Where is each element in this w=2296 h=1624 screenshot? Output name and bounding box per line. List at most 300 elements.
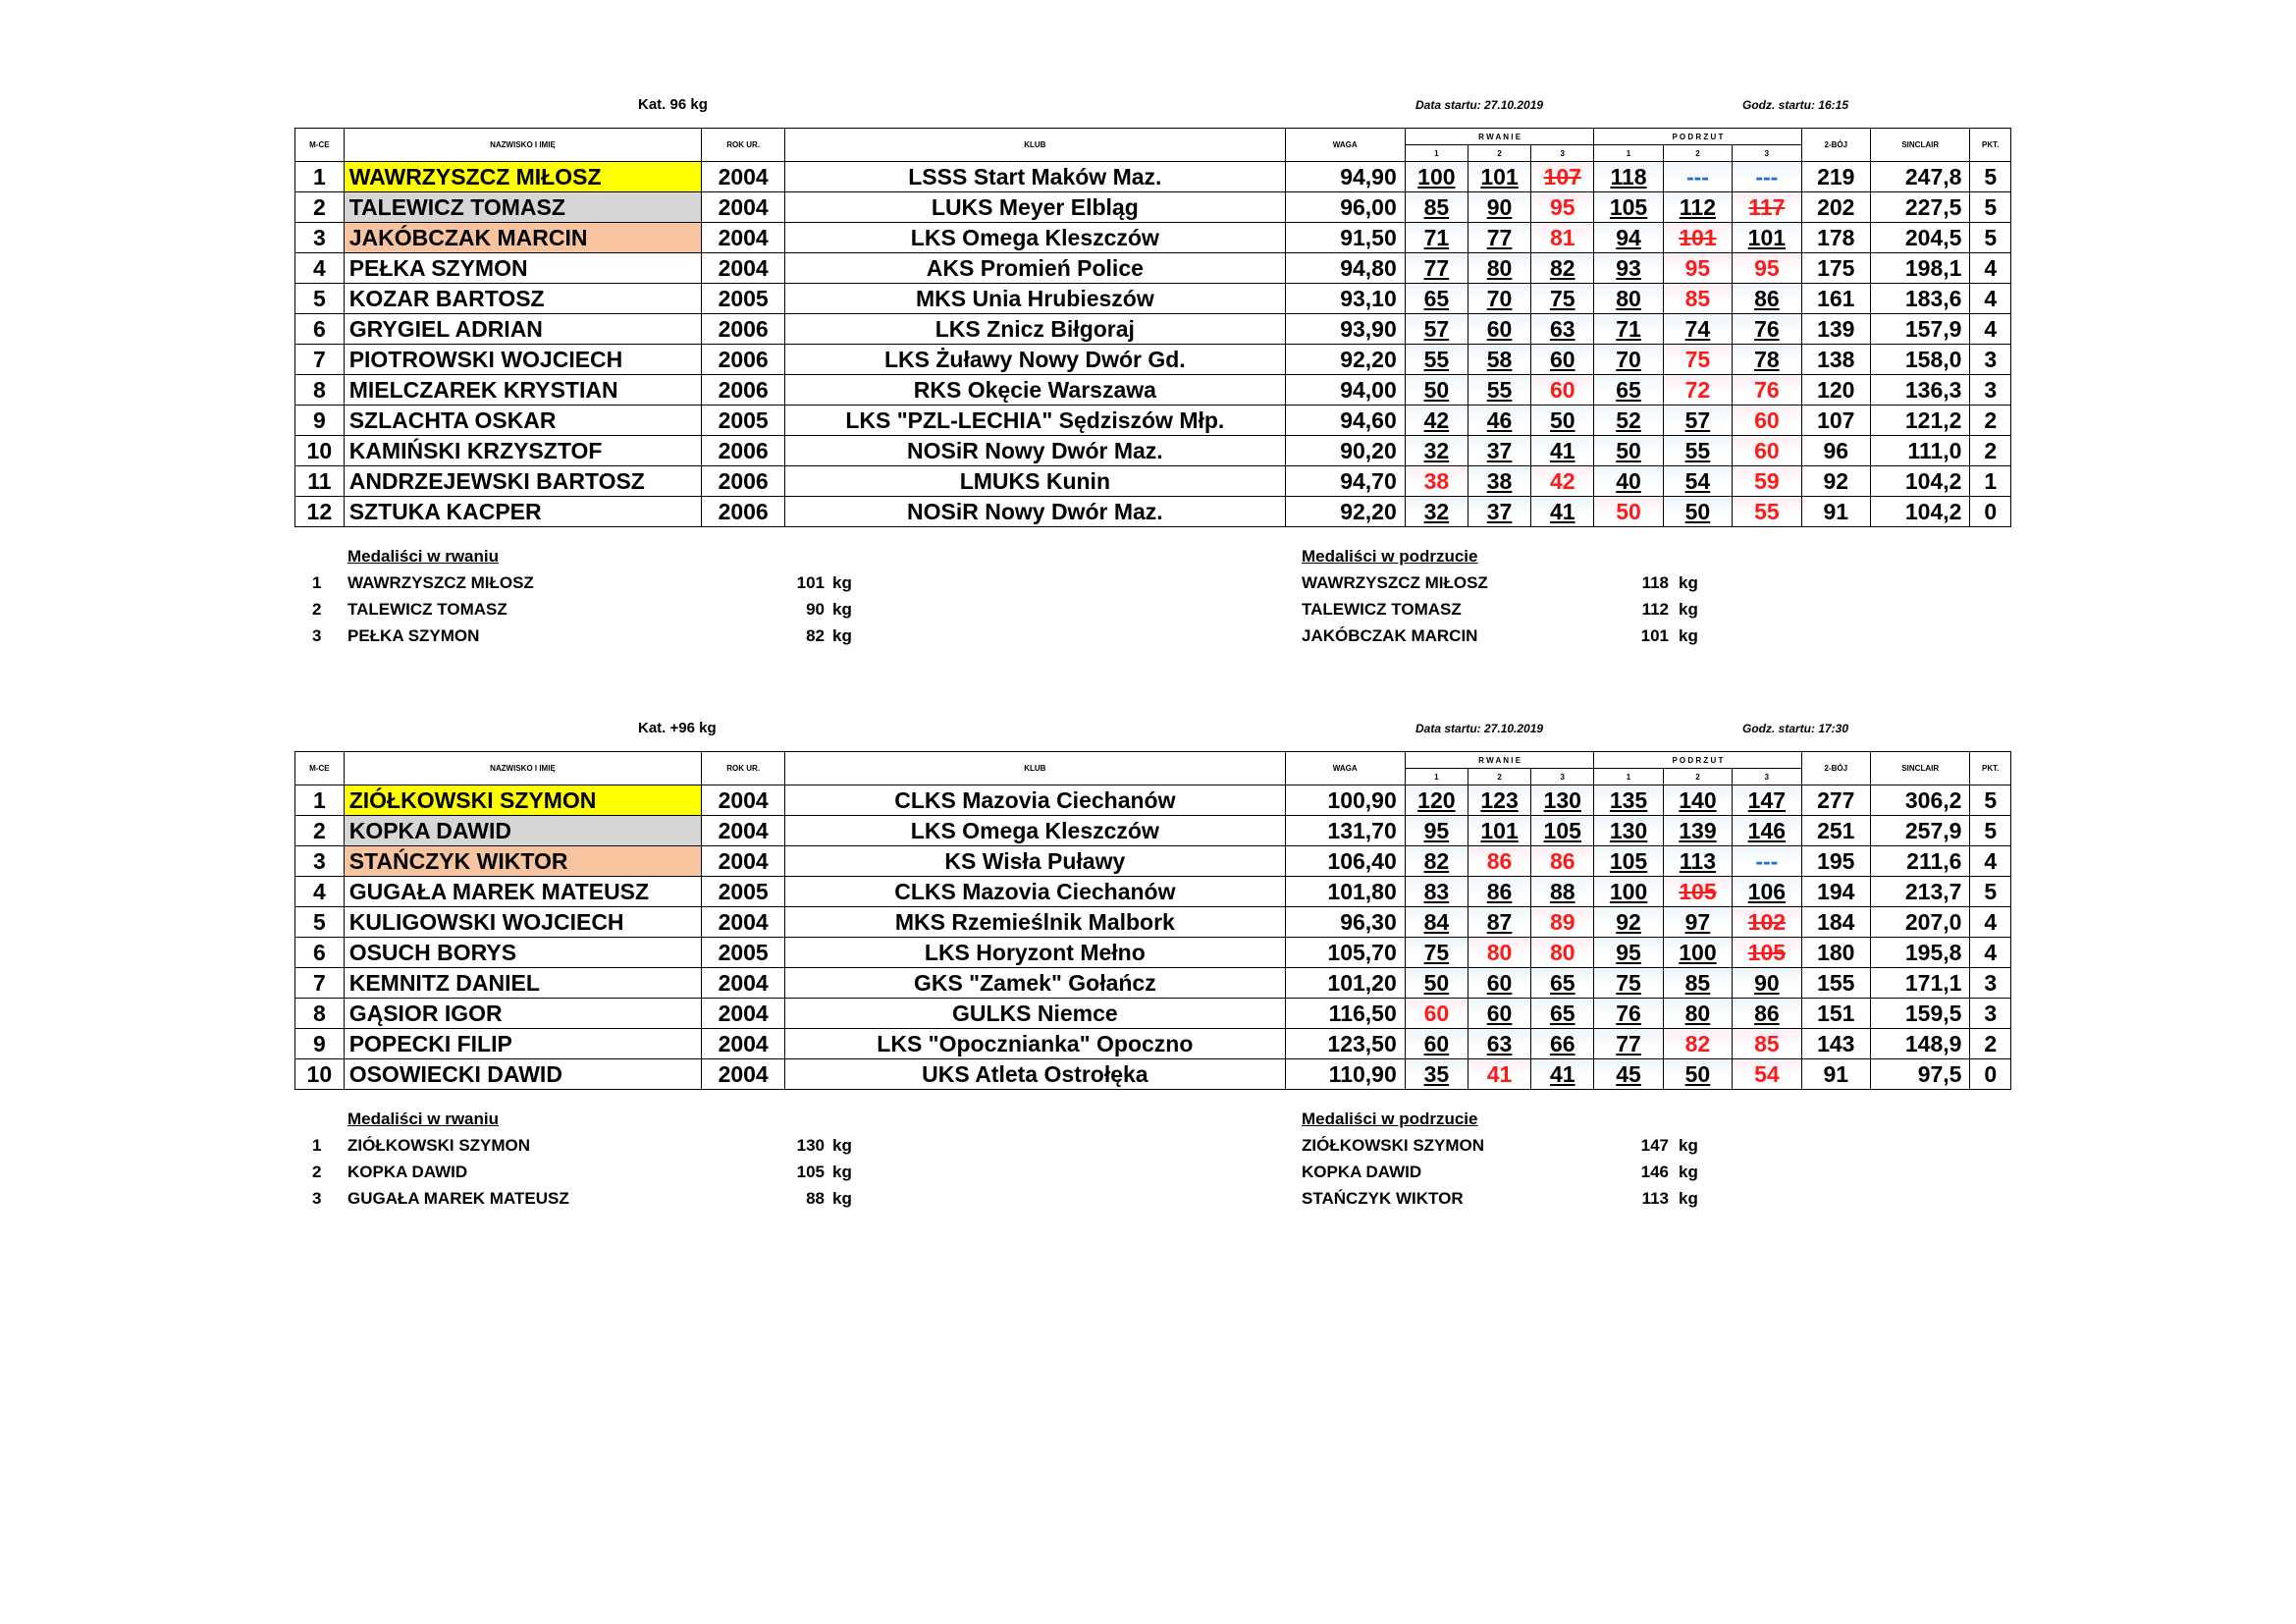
clean-jerk-attempt: 85 [1733,1029,1801,1059]
col-header-club: KLUB [785,129,1285,162]
start-date: Data startu: 27.10.2019 [1415,98,1544,112]
snatch-attempt: 60 [1405,999,1468,1029]
col-header-sinclair: SINCLAIR [1870,752,1969,785]
points: 4 [1970,284,2011,314]
table-row [295,497,2011,527]
sinclair: 204,5 [1870,223,1969,253]
body-weight: 101,80 [1285,877,1405,907]
medalist-name: KOPKA DAWID [347,1163,468,1181]
place: 6 [295,314,345,345]
place: 10 [295,1059,345,1090]
snatch-attempt: 65 [1405,284,1468,314]
birth-year: 2004 [702,999,785,1029]
medal-unit: kg [832,573,852,592]
medal-unit: kg [1679,1136,1698,1155]
sinclair: 111,0 [1870,436,1969,466]
col-header-year: ROK UR. [702,752,785,785]
total: 91 [1801,497,1870,527]
birth-year: 2004 [702,162,785,192]
clean-jerk-attempt: 80 [1594,284,1663,314]
snatch-attempt: 38 [1405,466,1468,497]
total: 151 [1801,999,1870,1029]
snatch-attempt: 87 [1468,907,1530,938]
snatch-attempt: 130 [1531,785,1594,816]
snatch-attempt: 95 [1405,816,1468,846]
medal-unit: kg [832,1136,852,1155]
clean-jerk-attempt: 54 [1663,466,1732,497]
sinclair: 104,2 [1870,497,1969,527]
medal-rank: 3 [312,1189,322,1208]
club: KS Wisła Puławy [785,846,1285,877]
col-header-sinclair: SINCLAIR [1870,129,1969,162]
athlete-name: TALEWICZ TOMASZ [344,192,702,223]
birth-year: 2004 [702,1059,785,1090]
points: 5 [1970,223,2011,253]
athlete-name: SZTUKA KACPER [344,497,702,527]
table-row [295,223,2011,253]
total: 219 [1801,162,1870,192]
attempt-number: 1 [1405,769,1468,785]
sinclair: 306,2 [1870,785,1969,816]
club: NOSiR Nowy Dwór Maz. [785,436,1285,466]
snatch-attempt: 101 [1468,162,1530,192]
clean-jerk-attempt: 50 [1594,497,1663,527]
snatch-attempt: 32 [1405,436,1468,466]
total: 143 [1801,1029,1870,1059]
birth-year: 2006 [702,466,785,497]
points: 0 [1970,497,2011,527]
club: LKS "PZL-LECHIA" Sędziszów Młp. [785,406,1285,436]
sinclair: 183,6 [1870,284,1969,314]
col-header-year: ROK UR. [702,129,785,162]
clean-jerk-attempt: 55 [1733,497,1801,527]
snatch-attempt: 80 [1468,253,1530,284]
birth-year: 2005 [702,938,785,968]
points: 5 [1970,785,2011,816]
club: CLKS Mazovia Ciechanów [785,785,1285,816]
place: 4 [295,253,345,284]
snatch-attempt: 107 [1531,162,1594,192]
birth-year: 2004 [702,907,785,938]
clean-jerk-attempt: 80 [1663,999,1732,1029]
medalist-name: JAKÓBCZAK MARCIN [1302,626,1478,645]
club: GKS "Zamek" Gołańcz [785,968,1285,999]
header-row [295,752,2011,769]
points: 2 [1970,1029,2011,1059]
birth-year: 2004 [702,785,785,816]
points: 3 [1970,345,2011,375]
snatch-attempt: 60 [1531,345,1594,375]
total: 155 [1801,968,1870,999]
clean-jerk-attempt: 50 [1594,436,1663,466]
clean-jerk-attempt: --- [1733,162,1801,192]
snatch-attempt: 55 [1405,345,1468,375]
snatch-attempt: 75 [1405,938,1468,968]
attempt-number: 1 [1594,145,1663,162]
club: LKS Omega Kleszczów [785,816,1285,846]
medal-rank: 2 [312,600,322,619]
sinclair: 148,9 [1870,1029,1969,1059]
table-row [295,406,2011,436]
clean-jerk-attempt: 92 [1594,907,1663,938]
snatch-attempt: 41 [1531,1059,1594,1090]
start-time: Godz. startu: 16:15 [1742,98,1849,112]
medal-weight: 101 [1640,626,1669,645]
sinclair: 213,7 [1870,877,1969,907]
sinclair: 171,1 [1870,968,1969,999]
col-header-place: M-CE [295,129,345,162]
snatch-attempt: 120 [1405,785,1468,816]
sinclair: 247,8 [1870,162,1969,192]
table-row [295,846,2011,877]
clean-jerk-attempt: 77 [1594,1029,1663,1059]
snatch-medalists-title: Medaliści w rwaniu [347,547,499,566]
sinclair: 157,9 [1870,314,1969,345]
snatch-attempt: 60 [1468,999,1530,1029]
club: LUKS Meyer Elbląg [785,192,1285,223]
birth-year: 2005 [702,284,785,314]
sinclair: 257,9 [1870,816,1969,846]
col-header-snatch: R W A N I E [1405,129,1594,145]
snatch-attempt: 38 [1468,466,1530,497]
athlete-name: POPECKI FILIP [344,1029,702,1059]
sinclair: 158,0 [1870,345,1969,375]
medalist-name: WAWRZYSZCZ MIŁOSZ [347,573,534,592]
medal-weight: 112 [1641,600,1669,619]
clean-jerk-attempt: 45 [1594,1059,1663,1090]
athlete-name: KOZAR BARTOSZ [344,284,702,314]
body-weight: 101,20 [1285,968,1405,999]
snatch-attempt: 41 [1531,497,1594,527]
athlete-name: OSUCH BORYS [344,938,702,968]
table-row [295,938,2011,968]
place: 8 [295,999,345,1029]
clean-jerk-attempt: 146 [1733,816,1801,846]
place: 8 [295,375,345,406]
clean-jerk-attempt: 135 [1594,785,1663,816]
birth-year: 2006 [702,375,785,406]
attempt-number: 3 [1733,769,1801,785]
medal-rank: 1 [312,573,322,592]
table-row [295,907,2011,938]
total: 138 [1801,345,1870,375]
snatch-attempt: 66 [1531,1029,1594,1059]
snatch-attempt: 71 [1405,223,1468,253]
birth-year: 2004 [702,1029,785,1059]
col-header-place: M-CE [295,752,345,785]
medal-weight: 130 [796,1136,825,1155]
medal-unit: kg [1679,1163,1698,1181]
medal-weight: 113 [1641,1189,1669,1208]
snatch-attempt: 46 [1468,406,1530,436]
total: 96 [1801,436,1870,466]
snatch-attempt: 35 [1405,1059,1468,1090]
athlete-name: KOPKA DAWID [344,816,702,846]
clean-jerk-attempt: 75 [1594,968,1663,999]
medalist-name: GUGAŁA MAREK MATEUSZ [347,1189,569,1208]
total: 184 [1801,907,1870,938]
sinclair: 211,6 [1870,846,1969,877]
points: 3 [1970,968,2011,999]
points: 4 [1970,314,2011,345]
snatch-attempt: 50 [1405,968,1468,999]
results-table [294,751,2011,1090]
clean-jerk-attempt: 78 [1733,345,1801,375]
category-header [294,720,2011,751]
snatch-attempt: 86 [1531,846,1594,877]
body-weight: 123,50 [1285,1029,1405,1059]
body-weight: 96,30 [1285,907,1405,938]
clean-jerk-attempt: 112 [1663,192,1732,223]
snatch-attempt: 80 [1531,938,1594,968]
table-row [295,284,2011,314]
place: 9 [295,1029,345,1059]
snatch-attempt: 55 [1468,375,1530,406]
category-header [294,96,2011,128]
snatch-attempt: 32 [1405,497,1468,527]
birth-year: 2004 [702,253,785,284]
place: 2 [295,192,345,223]
col-header-name: NAZWISKO I IMIĘ [344,752,702,785]
sinclair: 227,5 [1870,192,1969,223]
col-header-snatch: R W A N I E [1405,752,1594,769]
body-weight: 94,60 [1285,406,1405,436]
athlete-name: OSOWIECKI DAWID [344,1059,702,1090]
body-weight: 92,20 [1285,497,1405,527]
snatch-attempt: 86 [1468,877,1530,907]
clean-jerk-attempt: 86 [1733,284,1801,314]
clean-jerk-attempt: 139 [1663,816,1732,846]
category-title: Kat. +96 kg [638,720,717,736]
medal-rank: 1 [312,1136,322,1155]
snatch-attempt: 63 [1468,1029,1530,1059]
clean-jerk-attempt: 105 [1594,846,1663,877]
place: 4 [295,877,345,907]
body-weight: 93,90 [1285,314,1405,345]
snatch-attempt: 82 [1531,253,1594,284]
birth-year: 2005 [702,406,785,436]
clean-jerk-attempt: 101 [1663,223,1732,253]
points: 5 [1970,162,2011,192]
snatch-attempt: 95 [1531,192,1594,223]
medalists [294,527,2011,675]
birth-year: 2006 [702,314,785,345]
athlete-name: MIELCZAREK KRYSTIAN [344,375,702,406]
body-weight: 94,00 [1285,375,1405,406]
table-row [295,785,2011,816]
clean-jerk-attempt: 59 [1733,466,1801,497]
clean-jerk-attempt: 82 [1663,1029,1732,1059]
athlete-name: STAŃCZYK WIKTOR [344,846,702,877]
clean-jerk-attempt: 52 [1594,406,1663,436]
place: 10 [295,436,345,466]
club: LKS Znicz Biłgoraj [785,314,1285,345]
medalist-name: PEŁKA SZYMON [347,626,480,645]
start-time: Godz. startu: 17:30 [1742,722,1849,735]
place: 7 [295,968,345,999]
athlete-name: PIOTROWSKI WOJCIECH [344,345,702,375]
clean-jerk-attempt: 105 [1594,192,1663,223]
clean-jerk-attempt: 94 [1594,223,1663,253]
clean-jerk-attempt: 95 [1733,253,1801,284]
club: MKS Unia Hrubieszów [785,284,1285,314]
club: UKS Atleta Ostrołęka [785,1059,1285,1090]
attempt-number: 3 [1531,769,1594,785]
col-header-total: 2-BÓJ [1801,752,1870,785]
table-row [295,253,2011,284]
sinclair: 136,3 [1870,375,1969,406]
points: 4 [1970,938,2011,968]
club: MKS Rzemieślnik Malbork [785,907,1285,938]
body-weight: 116,50 [1285,999,1405,1029]
birth-year: 2004 [702,968,785,999]
snatch-attempt: 90 [1468,192,1530,223]
medal-weight: 118 [1641,573,1669,592]
body-weight: 90,20 [1285,436,1405,466]
clean-jerk-attempt: 85 [1663,284,1732,314]
clean-jerk-attempt: 90 [1733,968,1801,999]
club: AKS Promień Police [785,253,1285,284]
medal-weight: 147 [1640,1136,1669,1155]
attempt-number: 3 [1531,145,1594,162]
clean-jerk-attempt: 86 [1733,999,1801,1029]
sinclair: 198,1 [1870,253,1969,284]
clean-jerk-attempt: 140 [1663,785,1732,816]
body-weight: 94,90 [1285,162,1405,192]
snatch-attempt: 37 [1468,497,1530,527]
clean-jerk-attempt: 75 [1663,345,1732,375]
clean-jerk-attempt: 97 [1663,907,1732,938]
athlete-name: JAKÓBCZAK MARCIN [344,223,702,253]
col-header-clean-jerk: P O D R Z U T [1594,752,1801,769]
col-header-total: 2-BÓJ [1801,129,1870,162]
snatch-attempt: 101 [1468,816,1530,846]
athlete-name: GRYGIEL ADRIAN [344,314,702,345]
club: CLKS Mazovia Ciechanów [785,877,1285,907]
medal-unit: kg [832,1189,852,1208]
clean-jerk-attempt: --- [1733,846,1801,877]
snatch-attempt: 50 [1405,375,1468,406]
athlete-name: GĄSIOR IGOR [344,999,702,1029]
place: 9 [295,406,345,436]
body-weight: 94,80 [1285,253,1405,284]
birth-year: 2004 [702,192,785,223]
medal-unit: kg [832,626,852,645]
club: LKS Horyzont Mełno [785,938,1285,968]
body-weight: 91,50 [1285,223,1405,253]
total: 92 [1801,466,1870,497]
table-row [295,968,2011,999]
birth-year: 2004 [702,846,785,877]
snatch-attempt: 60 [1405,1029,1468,1059]
table-row [295,192,2011,223]
points: 2 [1970,436,2011,466]
birth-year: 2006 [702,436,785,466]
medalist-name: STAŃCZYK WIKTOR [1302,1189,1464,1208]
snatch-attempt: 85 [1405,192,1468,223]
cj-medalists-title: Medaliści w podrzucie [1302,1110,1478,1128]
clean-jerk-attempt: 118 [1594,162,1663,192]
col-header-weight: WAGA [1285,752,1405,785]
table-row [295,375,2011,406]
total: 277 [1801,785,1870,816]
points: 5 [1970,192,2011,223]
medalists [294,1090,2011,1237]
place: 1 [295,162,345,192]
sinclair: 195,8 [1870,938,1969,968]
total: 175 [1801,253,1870,284]
athlete-name: KAMIŃSKI KRZYSZTOF [344,436,702,466]
total: 91 [1801,1059,1870,1090]
snatch-attempt: 88 [1531,877,1594,907]
medal-unit: kg [1679,600,1698,619]
club: LKS Żuławy Nowy Dwór Gd. [785,345,1285,375]
col-header-weight: WAGA [1285,129,1405,162]
header-row [295,129,2011,145]
table-row [295,1029,2011,1059]
snatch-attempt: 41 [1468,1059,1530,1090]
snatch-attempt: 77 [1405,253,1468,284]
snatch-attempt: 58 [1468,345,1530,375]
total: 120 [1801,375,1870,406]
body-weight: 94,70 [1285,466,1405,497]
clean-jerk-attempt: 74 [1663,314,1732,345]
snatch-attempt: 60 [1468,968,1530,999]
birth-year: 2005 [702,877,785,907]
snatch-attempt: 83 [1405,877,1468,907]
snatch-attempt: 65 [1531,968,1594,999]
athlete-name: KULIGOWSKI WOJCIECH [344,907,702,938]
snatch-attempt: 37 [1468,436,1530,466]
snatch-attempt: 80 [1468,938,1530,968]
body-weight: 131,70 [1285,816,1405,846]
club: LSSS Start Maków Maz. [785,162,1285,192]
table-row [295,162,2011,192]
athlete-name: SZLACHTA OSKAR [344,406,702,436]
clean-jerk-attempt: 113 [1663,846,1732,877]
medal-weight: 90 [806,600,825,619]
clean-jerk-attempt: 102 [1733,907,1801,938]
attempt-number: 2 [1468,145,1530,162]
total: 202 [1801,192,1870,223]
birth-year: 2004 [702,816,785,846]
sinclair: 159,5 [1870,999,1969,1029]
place: 5 [295,907,345,938]
body-weight: 93,10 [1285,284,1405,314]
clean-jerk-attempt: 76 [1733,314,1801,345]
clean-jerk-attempt: 57 [1663,406,1732,436]
table-row [295,314,2011,345]
start-date: Data startu: 27.10.2019 [1415,722,1544,735]
medal-unit: kg [832,1163,852,1181]
snatch-attempt: 77 [1468,223,1530,253]
medalist-name: WAWRZYSZCZ MIŁOSZ [1302,573,1488,592]
table-row [295,816,2011,846]
table-row [295,436,2011,466]
birth-year: 2006 [702,497,785,527]
place: 5 [295,284,345,314]
clean-jerk-attempt: 76 [1733,375,1801,406]
club: RKS Okęcie Warszawa [785,375,1285,406]
snatch-attempt: 60 [1468,314,1530,345]
clean-jerk-attempt: 50 [1663,1059,1732,1090]
club: LKS "Opocznianka" Opoczno [785,1029,1285,1059]
results-table [294,128,2011,527]
snatch-attempt: 65 [1531,999,1594,1029]
snatch-medalists-title: Medaliści w rwaniu [347,1110,499,1128]
total: 194 [1801,877,1870,907]
medal-unit: kg [1679,573,1698,592]
